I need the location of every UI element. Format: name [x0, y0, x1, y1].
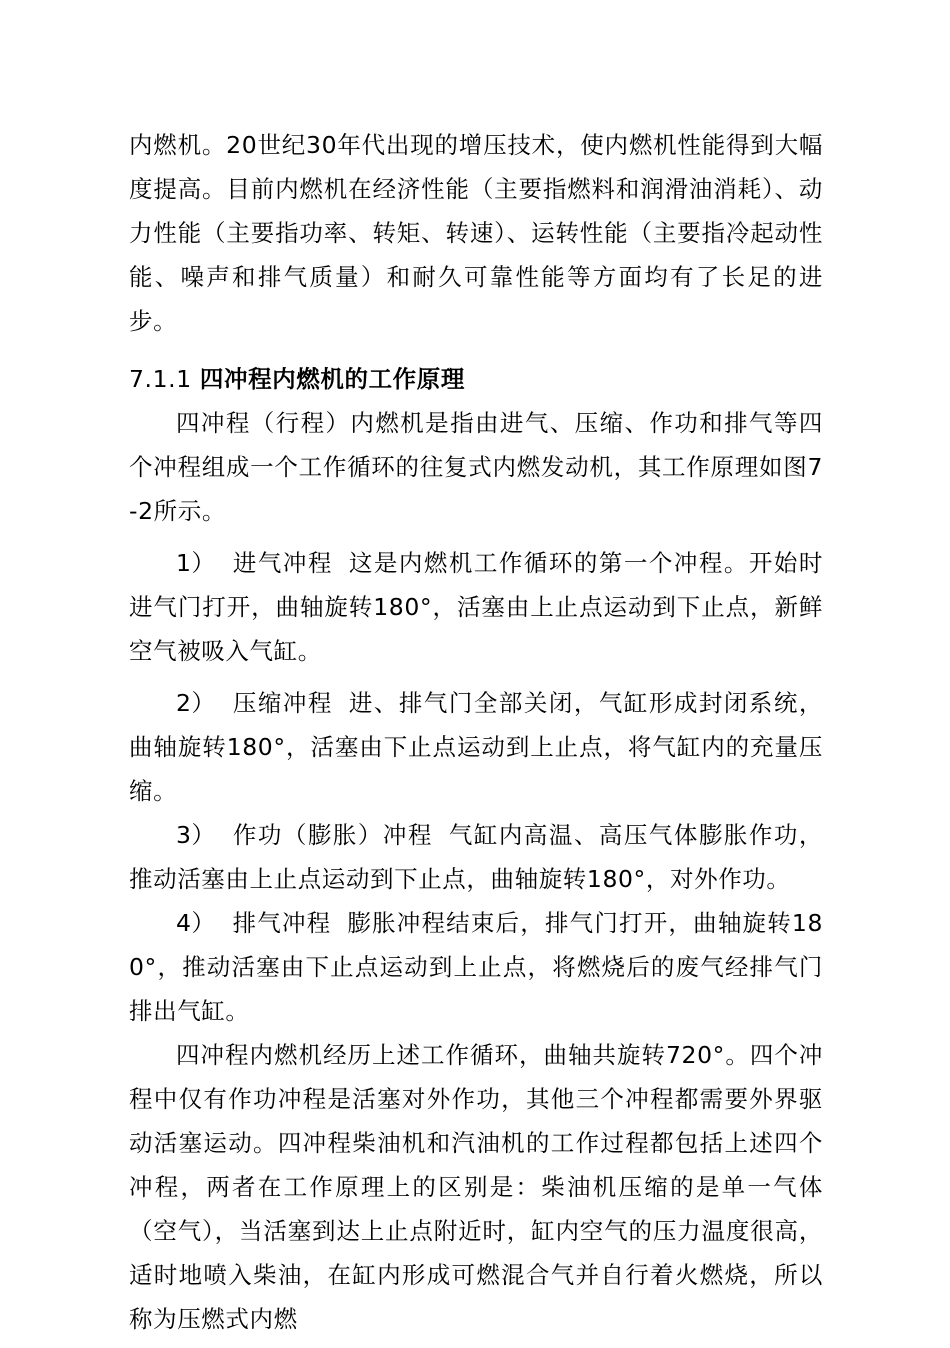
intro-paragraph: 内燃机。20世纪30年代出现的增压技术，使内燃机性能得到大幅度提高。目前内燃机在经济性能（主要指燃料和润滑油消耗）、动力性能（主要指功率、转矩、转速）、运转性能（主要指冷起动性能、噪声和排气质量）和耐久可靠性能等方面均有了长足的进步。: [129, 131, 823, 335]
list-item-text: 气缸内高温、高压气体膨胀作功，推动活塞由上止点运动到下止点，曲轴旋转180°，对外作功。: [129, 821, 823, 893]
list-item-number: 2）: [176, 689, 216, 717]
section-number: 7.1.1: [129, 365, 192, 393]
list-item-title: 作功（膨胀）冲程: [232, 821, 433, 849]
list-item-title: 进气冲程: [232, 549, 333, 577]
section-lead-paragraph: 四冲程（行程）内燃机是指由进气、压缩、作功和排气等四个冲程组成一个工作循环的往复式内燃发动机，其工作原理如图7-2所示。: [129, 409, 823, 525]
list-item: [129, 541, 823, 673]
list-item: [129, 901, 823, 1033]
section-heading: [129, 357, 823, 401]
section-title: 四冲程内燃机的工作原理: [199, 365, 465, 393]
list-item: [129, 681, 823, 813]
list-item-number: 4）: [176, 909, 216, 937]
list-item-text: 这是内燃机工作循环的第一个冲程。开始时进气门打开，曲轴旋转180°，活塞由上止点运动到下止点，新鲜空气被吸入气缸。: [129, 549, 823, 665]
list-item-number: 1）: [176, 549, 216, 577]
document-page: [129, 123, 823, 1341]
summary-paragraph: 四冲程内燃机经历上述工作循环，曲轴共旋转720°。四个冲程中仅有作功冲程是活塞对外作功，其他三个冲程都需要外界驱动活塞运动。四冲程柴油机和汽油机的工作过程都包括上述四个冲程，两者在工作原理上的区别是：柴油机压缩的是单一气体（空气），当活塞到达上止点附近时，缸内空气的压力温度很高，适时地喷入柴油，在缸内形成可燃混合气并自行着火燃烧，所以称为压燃式内燃: [129, 1041, 823, 1333]
list-item-text: 膨胀冲程结束后，排气门打开，曲轴旋转180°，推动活塞由下止点运动到上止点，将燃烧后的废气经排气门排出气缸。: [129, 909, 824, 1025]
list-item-title: 排气冲程: [232, 909, 332, 937]
list-item-title: 压缩冲程: [232, 689, 333, 717]
list-item-text: 进、排气门全部关闭，气缸形成封闭系统，曲轴旋转180°，活塞由下止点运动到上止点，将气缸内的充量压缩。: [129, 689, 823, 805]
list-item-number: 3）: [176, 821, 216, 849]
list-item: [129, 813, 823, 901]
